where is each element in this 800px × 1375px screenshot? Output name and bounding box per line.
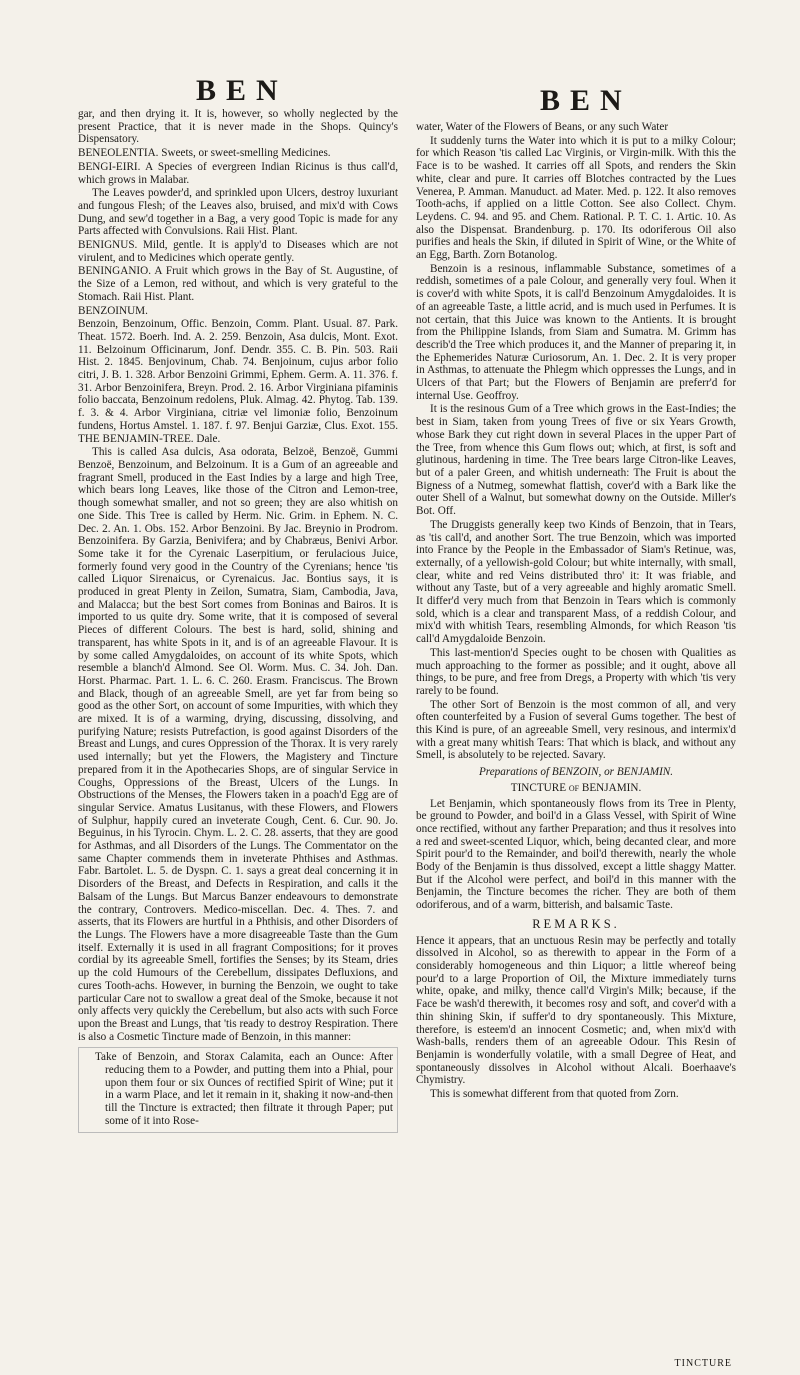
remarks-text: Hence it appears, that an unctuous Resin may be perfectly and totally dissolved in Alcohol, so as therewith to appear in the Form of a considerably homogeneous and thin Liquor; a little whereof being pour'd to a large Proportion of Oil, the Mixture immediately turns white, opake, and milky, thence call'd Virgin's Milk; because, if the Face be wash'd therewith, it becomes rosy and soft, and cover'd with a thin shining Skin, if suffer'd to dry spontaneously. This Mixture, therefore, is esteem'd an innocent Cosmetic; and, when mix'd with Wash-balls, renders them of an agreeable Odour. This Resin of Benjamin is wonderfully volatile, with a small Degree of Heat, and spontaneously dissolves in Alcohol without Alcali. Boerhaave's Chymistry. bbox=[416, 934, 736, 1087]
paragraph: Benzoin, Benzoinum, Offic. Benzoin, Comm. Plant. Usual. 87. Park. Theat. 1572. Boerh. Ind. A. 2. 259. Benzoin, Asa dulcis, Mont. Exot. 11. Belzoinum Officinarum, Jonf. Dendr. 355. C. B. Pin. 503. Raii Hist. 2. 1845. Benjovinum, Chab. 74. Benjoinum, cujus arbor folio citri, J. B. 1. 328. Arbor Benzoini Grimmi, Ephem. Germ. A. 11. 376. f. 31. Arbor Benzoinifera, Breyn. Prod. 2. 16. Arbor Virginiana pifaminis folio baccata, Benzoinum redolens, Pluk. Almag. 42. Phytog. Tab. 139. f. 3. & 4. Arbor Virginiana, citriæ vel limoniæ folio, Benzoinum fundens, Hortus Amstel. 1. 187. f. 97. Benjui Garziæ, Clus. Exot. 155. THE BENJAMIN-TREE. Dale. bbox=[78, 318, 398, 445]
paragraph: The Leaves powder'd, and sprinkled upon Ulcers, destroy luxuriant and fungous Flesh; of the Leaves also, bruised, and mix'd with Cows Dung, and sew'd together in a Bag, a very good Topic is made for any Parts affected with Convulsions. Raii Hist. Plant. bbox=[78, 187, 398, 238]
paragraph: BENIGNUS. Mild, gentle. It is apply'd to Diseases which are not virulent, and to Medicines which operate gently. bbox=[78, 239, 398, 264]
paragraph: The other Sort of Benzoin is the most common of all, and very often counterfeited by a Fusion of several Gums together. The best of this Kind is pure, of an agreeable Smell, very resinous, and intermix'd with a great many whitish Tears: That which is black, and without any Smell, is absolutely to be rejected. Savary. bbox=[416, 698, 736, 762]
right-column bbox=[416, 121, 736, 1102]
paragraph: BENZOINUM. bbox=[78, 304, 148, 317]
recipe-text: Take of Benzoin, and Storax Calamita, each an Ounce: After reducing them to a Powder, and putting them into a Phial, pour upon them four or six Ounces of rectified Spirit of Wine; put it in a warm Place, and let it remain in it, shaking it now-and-then till the Tincture is extracted; then filtrate it through Paper; put some of it into Rose- bbox=[95, 1051, 393, 1127]
paragraph: This last-mention'd Species ought to be chosen with Qualities as much approaching to the former as possible; and it ought, above all things, to be pure, and free from Dregs, a Property with which 'tis very rarely to be found. bbox=[416, 646, 736, 697]
running-head-right: BEN bbox=[540, 84, 632, 117]
recipe-box bbox=[78, 1047, 398, 1132]
paragraph: It suddenly turns the Water into which it is put to a milky Colour; for which Reason 'tis called Lac Virginis, or Virgin-milk. With this the Face is to be washed. It carries off all Spots, and renders the Skin white, clear and pure. It carries off Blotches contracted by the Lues Venerea, P. Amman. Manuduct. ad Mater. Med. p. 122. It also removes Tooth-achs, if applied on a little Cotton. See also Collect. Chym. Leydens. C. 94. and 95. and Chem. Rational. P. T. C. 1. Artic. 10. As also the Dispensat. Brandenburg. p. 170. Its odoriferous Oil also purifies and heals the Skin, if diluted in Spirit of Wine, or the White of an Egg, Barth. Zorn Botanolog. bbox=[416, 134, 736, 262]
paragraph: BENGI-EIRI. A Species of evergreen Indian Ricinus is thus call'd, which grows in Malabar. bbox=[78, 160, 398, 186]
left-column bbox=[78, 108, 398, 1133]
closing-line: This is somewhat different from that quoted from Zorn. bbox=[430, 1088, 679, 1101]
paragraph: water, Water of the Flowers of Beans, or any such Water bbox=[416, 121, 669, 133]
paragraph: Benzoin is a resinous, inflammable Substance, sometimes of a reddish, sometimes of a pale Colour, and generally very foul. When it is cover'd with white Spots, it is call'd Benzoinum Amygdaloides. It is of an agreeable Taste, a little acrid, and is much used in Perfumes. It is not certain, that this Juice was known to the Antients. It is brought from the Philippine Islands, from Siam and Sumatra. M. Grimm has describ'd the Tree which produces it, and the Manner of preparing it, in the Ephemerides Naturæ Curiosorum, An. 1. Dec. 2. It is very proper in Asthmas, to attenuate the Phlegm which oppresses the Lungs, and in Ulcers of that Part; but the Flowers of Benjamin are preferr'd for internal Use. Geoffroy. bbox=[416, 262, 736, 402]
subsection-heading: TINCTURE of BENJAMIN. bbox=[510, 781, 642, 794]
paragraph: It is the resinous Gum of a Tree which grows in the East-Indies; the best in Siam, taken from young Trees of five or six Years Growth, whose Bark they cut right down in several Places in the upper Part of the Tree, from whence this Gum flows out; which, at first, is soft and glutinous, hardening in time. The Tree bears large Citron-like Leaves, but of a paler Green, and whitish underneath: The Fruit is about the Bigness of a Nutmeg, somewhat flattish, cover'd with a Bark like the outer Shell of a Walnut, but somewhat downy on the Outside. Miller's Bot. Off. bbox=[416, 403, 736, 518]
paragraph: This is called Asa dulcis, Asa odorata, Belzoë, Benzoë, Gummi Benzoë, Benzoinum, and Belzoinum. It is a Gum of an agreeable and fragrant Smell, produced in the East Indies by a large and high Tree, which bears long Leaves, like those of the Citron and Lemon-tree, though somewhat smaller, and not so green; they are also whitish on one Side. This Tree is called by Herm. Nic. Grim. in Ephem. N. C. Dec. 2. An. 1. Obs. 152. Arbor Benzoini. By Jac. Breynio in Prodrom. Benzoinifera. By Garzia, Benivifera; and by Chabræus, Benivi Arbor. Some take it for the Cyrenaic Laserpitium, or ferulacious Juice, formerly found very good in the Country of the Cyrenians; hence 'tis called Liquor Sirenaicus, or Cyrenaicus. Jac. Bontius says, it is produced in great Plenty in Zeilon, Sumatra, Siam, Cambodia, Java, and Malacca; but the best Sort comes from Boninas and Bairos. It is imported to us quite dry. Some write, that it is composed of several Pieces of different Colours. The best is hard, solid, shining and transparent, has white Spots in it, and is of an agreeable Flavour. It is by some called Amygdaloides, on account of its white Spots, which resemble a blanch'd Almond. See Ol. Worm. Mus. C. 34. Joh. Dan. Horst. Pharmac. Part. 1. L. 6. C. 260. Erasm. Franciscus. The Brown and Black, though of an agreeable Smell, are yet far from being so good as the other Sort, on account of some Impurities, with which they are mixed. It is of a warming, drying, discussing, dissolving, and purifying Nature; resists Putrefaction, is good against Disorders of the Breast and Lungs, and cures Oppression of the Thorax. It is very rarely used internally; but yet the Flowers, the Magistery and Tincture prepared from it in the Apothecaries Shops, are of singular Service in Coughs, Oppressions of the Breast, Ulcers of the Lungs. In Obstructions of the Menses, the Flowers taken in a poach'd Egg are of singular Service. Amatus Lusitanus, with these Flowers, and Flowers of Sulphur, happily cured an inveterate Cough, Cent. 6. Cur. 90. Jo. Beguinus, in his Tyrocin. Chym. L. 2. C. 28. asserts, that they are good for Asthmas, and all Disorders of the Lungs. The Commentator on the same Chapter commends them in inveterate Phthises and Asthmas. Fabr. Bartolet. L. 5. de Dyspn. C. 1. says a great deal concerning it in Disorders of the Breast, and Defects in Respiration, and calls it the Balsam of the Lungs. But Marcus Banzer endeavours to demonstrate the contrary, Controvers. Medico-miscellan. Dec. 4. Thes. 7. and asserts, that its Flowers are hurtful in a Phthisis, and other Disorders of the Lungs. The Flowers have a more disagreeable Taste than the Gum itself. Externally it is used in all fragrant Compositions; for it proves cordial by its agreeable Smell, fortifies the Senses; by its Steam, dries up the cold Humours of the Cerebellum, dissipates Defluxions, and cures Tooth-achs. However, in burning the Benzoin, we ought to take particular Care not to swallow a great deal of the Smoke, because it not only affects very quickly the Cerebellum, but also acts with such Force upon the Breast and Lungs, that 'tis ready to destroy Respiration. There is also a Cosmetic Tincture made of Benzoin, in this manner: bbox=[78, 446, 398, 1043]
remarks-heading: REMARKS. bbox=[532, 916, 620, 931]
catchword: TINCTURE bbox=[674, 1358, 732, 1369]
paragraph: The Druggists generally keep two Kinds of Benzoin, that in Tears, as 'tis call'd, and another Sort. The true Benzoin, which was imported into France by the People in the Embassador of Siam's Retinue, was, externally, of a yellowish-gold Colour; but white internally, with small, clear, white and red Veins distributed thro' it: It was friable, and without any Taste, but of a very agreeable and highly aromatic Smell. It differ'd very much from that Benzoin in Tears which is commonly sold, which is a clear and transparent Mass, of a reddish Colour, and mix'd with whitish Tears, resembling Almonds, for which Reason 'tis call'd Amygdaloide Benzoin. bbox=[416, 518, 736, 646]
paragraph: BENEOLENTIA. Sweets, or sweet-smelling Medicines. bbox=[78, 147, 331, 160]
paragraph: BENINGANIO. A Fruit which grows in the Bay of St. Augustine, of the Size of a Lemon, red without, and which is very grateful to the Stomach. Raii Hist. Plant. bbox=[78, 265, 398, 303]
running-head-left: BEN bbox=[196, 74, 288, 107]
paragraph: gar, and then drying it. It is, however, so wholly neglected by the present Practice, that it is never made in the Shops. Quincy's Dispensatory. bbox=[78, 108, 398, 146]
section-heading: Preparations of BENZOIN, or BENJAMIN. bbox=[478, 766, 674, 779]
tincture-text: Let Benjamin, which spontaneously flows from its Tree in Plenty, be ground to Powder, and boil'd in a Glass Vessel, with Spirit of Wine once rectified, without any farther Preparation; and thus it resolves into a red and sweet-scented Liquor, which, being decanted clear, and more Spirit pour'd to the Remainder, and boil'd therewith, nearly the whole Body of the Benjamin is thus dissolved, except a little shaggy Matter. But if the Alcohol were perfect, and boil'd in this manner with the Benjamin, the Tincture becomes the richer. They are both of them odoriferous, and of a warm, bitterish, and balsamic Taste. bbox=[416, 797, 736, 912]
